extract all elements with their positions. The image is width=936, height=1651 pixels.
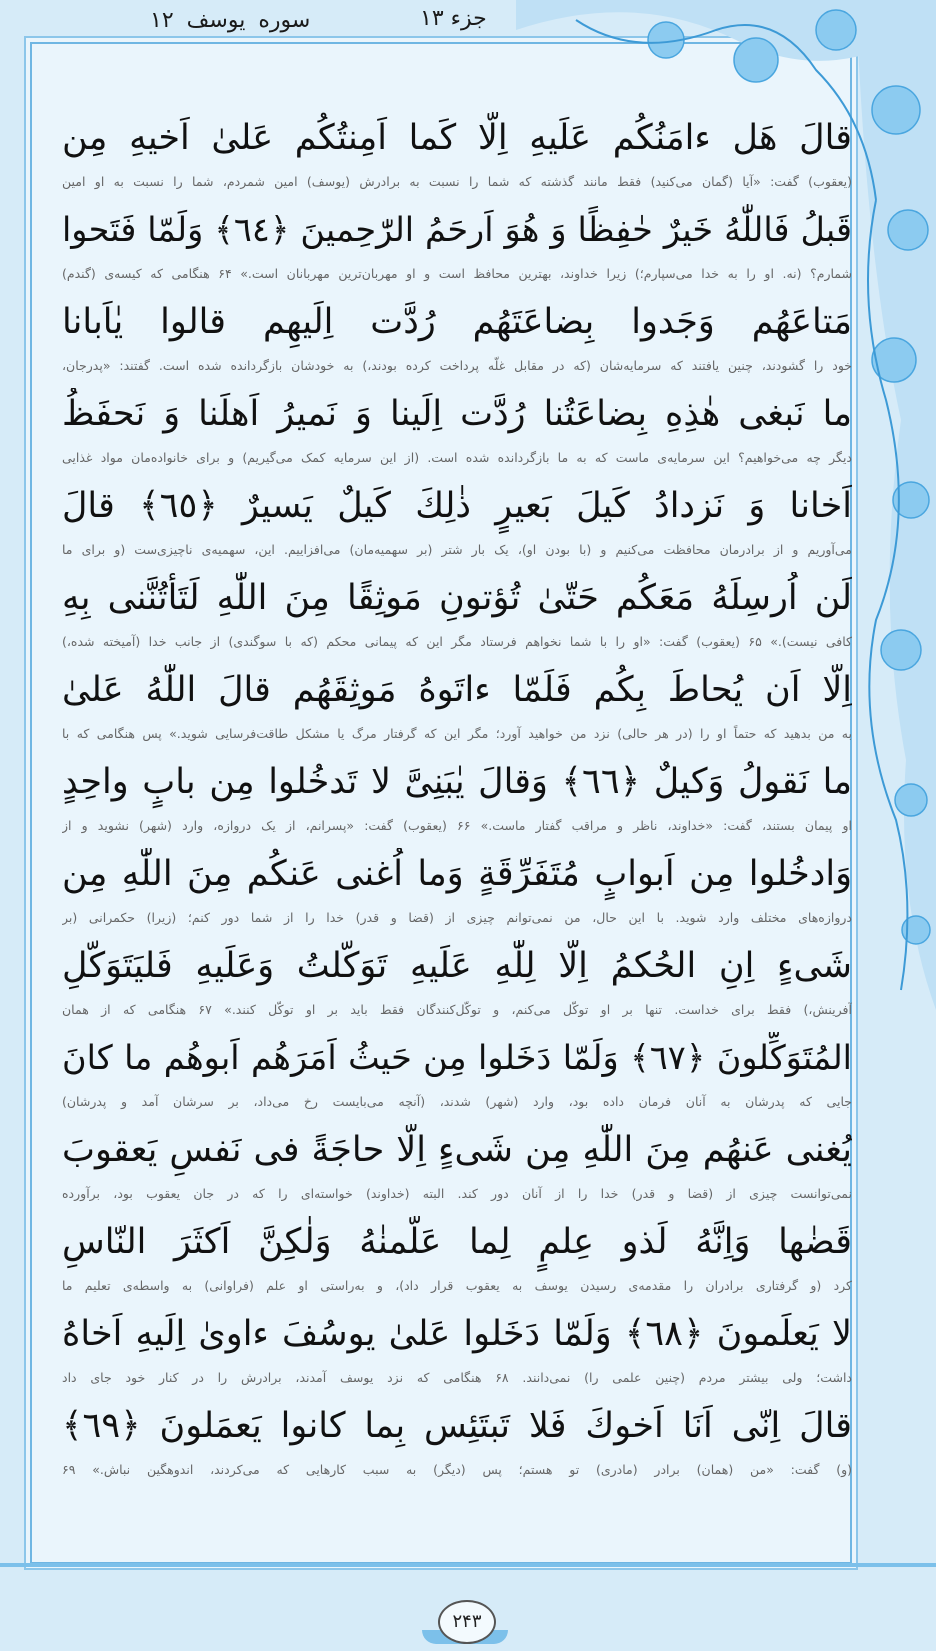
arabic-text: قَبلُ فَاللّٰهُ خَيرٌ حٰفِظًا وَ هُوَ اَرحَمُ الرّٰحِمينَ ﴿٦٤﴾ وَلَمّا فَتَحوا: [62, 210, 852, 249]
verse-line: [62, 756, 852, 848]
verse-line: [62, 848, 852, 940]
verse-line: [62, 204, 852, 296]
verse-line: [62, 1308, 852, 1400]
arabic-text: يُغنى عَنهُم مِنَ اللّٰهِ مِن شَىءٍ اِلّا حاجَةً فى نَفسِ يَعقوبَ: [62, 1130, 852, 1170]
translation-text: دیگر چه می‌خواهیم؟ این سرمایه‌ی ماست که به ما بازگردانده شده است. (از این سرمایه کمک می‌گیریم) و برای خانواده‌مان مواد غذایی: [62, 450, 852, 465]
arabic-text: مَتاعَهُم وَجَدوا بِضاعَتَهُم رُدَّت اِلَيهِم قالوا يٰاَبانا: [62, 302, 852, 342]
translation-text: شمارم؟ (نه. او را به خدا می‌سپارم؛) زیرا خداوند، بهترین محافظ است و او مهربان‌ترین مهربانان است.» ۶۴ هنگامی که کیسه‌ی (گندم): [62, 266, 852, 281]
page-header: [0, 0, 936, 42]
translation-text: به من بدهید که حتماً او را (در هر حالی) نزد من خواهید آورد؛ مگر این که گرفتار مرگ یا مشکل طاقت‌فرسایی شوید.» پس هنگامی که با: [62, 726, 852, 741]
page-number: ۲۴۳: [438, 1600, 496, 1644]
translation-text: جایی که پدرشان به آنان فرمان داده بود، وارد (شهر) شدند، (آنچه می‌بایست رخ می‌داد، بر سرشان آمد و پدرشان): [62, 1094, 852, 1109]
verse-line: [62, 388, 852, 480]
translation-text: (و) گفت: «من (همان) برادر (مادری) تو هستم؛ پس (دیگر) به سبب کارهایی که می‌کردند، اندوهگین نباش.» ۶۹: [62, 1462, 852, 1477]
translation-text: کافی نیست).» ۶۵ (یعقوب) گفت: «او را با شما نخواهم فرستاد مگر این که پیمانی محکم (که با سوگندی) از جانب خدا (آمیخته شده،): [62, 634, 852, 649]
translation-text: کرد (و گرفتاری برادران را مقدمه‌ی رسیدن یوسف به یعقوب قرار داد)، و به‌راستی او علم (فراوانی) به واسطه‌ی تعلیم ما: [62, 1278, 852, 1293]
arabic-text: وَادخُلوا مِن اَبوابٍ مُتَفَرِّقَةٍ وَما اُغنى عَنكُم مِنَ اللّٰهِ مِن: [62, 854, 852, 894]
translation-text: داشت؛ ولی بیشتر مردم (چنین علمی را) نمی‌دانند. ۶۸ هنگامی که نزد یوسف آمدند، برادرش را در کنار خود جای داد: [62, 1370, 852, 1385]
verse-line: [62, 1032, 852, 1124]
bottom-divider: [0, 1563, 936, 1567]
arabic-text: قالَ هَل ءامَنُكُم عَلَيهِ اِلّا كَما اَمِنتُكُم عَلىٰ اَخيهِ مِن: [62, 118, 852, 158]
translation-text: (یعقوب) گفت: «آیا (گمان می‌کنید) فقط مانند گذشته که شما را نسبت به برادرش (یوسف) امین شمردم، شما را نسبت به او امین: [62, 174, 852, 189]
juz-label: جزء ۱۳: [420, 6, 487, 31]
verse-line: [62, 664, 852, 756]
arabic-text: ما نَبغى هٰذِهِ بِضاعَتُنا رُدَّت اِلَينا وَ نَميرُ اَهلَنا وَ نَحفَظُ: [62, 394, 852, 434]
arabic-text: اَخانا وَ نَزدادُ كَيلَ بَعيرٍ ذٰلِكَ كَيلٌ يَسيرٌ ﴿٦٥﴾ قالَ: [62, 486, 852, 526]
quran-text-block: [62, 112, 852, 1492]
surah-label: سوره یوسف ۱۲: [150, 8, 311, 33]
arabic-text: قالَ اِنّى اَنَا اَخوكَ فَلا تَبتَئِس بِما كانوا يَعمَلونَ ﴿٦٩﴾: [62, 1406, 852, 1446]
translation-text: خود را گشودند، چنین یافتند که سرمایه‌شان (که در مقابل غلّه پرداخت کرده بودند،) به خودشان بازگردانده شده است. گفتند: «پدرجان،: [62, 358, 852, 373]
arabic-text: لا يَعلَمونَ ﴿٦٨﴾ وَلَمّا دَخَلوا عَلىٰ يوسُفَ ءاوىٰ اِلَيهِ اَخاهُ: [62, 1314, 852, 1354]
arabic-text: المُتَوَكِّلونَ ﴿٦٧﴾ وَلَمّا دَخَلوا مِن حَيثُ اَمَرَهُم اَبوهُم ما كانَ: [62, 1038, 852, 1077]
translation-text: می‌آوریم و از برادرمان محافظت می‌کنیم و (با بودن او)، یک بار شتر (بر سهمیه‌مان) می‌افزاییم. این، سهمیه‌ی ناچیزی‌ست (و برای ما: [62, 542, 852, 557]
arabic-text: ما نَقولُ وَكيلٌ ﴿٦٦﴾ وَقالَ يٰبَنِىَّ لا تَدخُلوا مِن بابٍ واحِدٍ: [62, 762, 852, 802]
arabic-text: اِلّا اَن يُحاطَ بِكُم فَلَمّا ءاتَوهُ مَوثِقَهُم قالَ اللّٰهُ عَلىٰ: [62, 670, 852, 710]
translation-text: نمی‌توانست چیزی از (قضا و قدر) خدا را از آنان دور کند. البته (خداوند) خواسته‌ای را که در جان یعقوب بود، برآورده: [62, 1186, 852, 1201]
verse-line: [62, 1400, 852, 1492]
arabic-text: قَضٰها وَاِنَّهُ لَذو عِلمٍ لِما عَلَّمنٰهُ وَلٰكِنَّ اَكثَرَ النّاسِ: [62, 1222, 852, 1262]
verse-line: [62, 480, 852, 572]
verse-line: [62, 1124, 852, 1216]
verse-line: [62, 112, 852, 204]
translation-text: او پیمان بستند، گفت: «خداوند، ناظر و مراقب گفتار ماست.» ۶۶ (یعقوب) گفت: «پسرانم، از یک دروازه، وارد (شهر) نشوید و از: [62, 818, 852, 833]
translation-text: آفرینش،) فقط برای خداست. تنها بر او توکّل می‌کنم، و توکّل‌کنندگان فقط باید بر او توکّل کنند.» ۶۷ هنگامی که از همان: [62, 1002, 852, 1017]
verse-line: [62, 296, 852, 388]
verse-line: [62, 940, 852, 1032]
verse-line: [62, 1216, 852, 1308]
arabic-text: لَن اُرسِلَهُ مَعَكُم حَتّىٰ تُؤتونِ مَوثِقًا مِنَ اللّٰهِ لَتَأتُنَّنى بِهِ: [62, 578, 852, 618]
verse-line: [62, 572, 852, 664]
translation-text: دروازه‌های مختلف وارد شوید. با این حال، من نمی‌توانم چیزی از (قضا و قدر) خدا را از شما دور کنم؛ (زیرا) حکمرانی (بر: [62, 910, 852, 925]
arabic-text: شَىءٍ اِنِ الحُكمُ اِلّا لِلّٰهِ عَلَيهِ تَوَكَّلتُ وَعَلَيهِ فَليَتَوَكَّلِ: [62, 946, 852, 986]
